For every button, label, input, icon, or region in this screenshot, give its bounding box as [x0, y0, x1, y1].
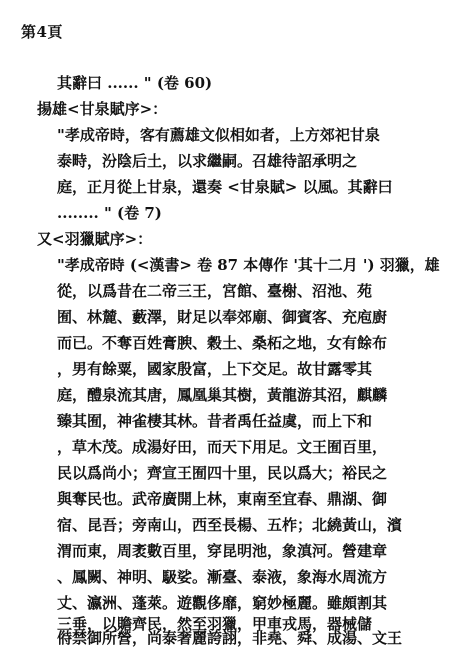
text-line: 泰畤，汾陰后土，以求繼嗣。召雄待詔承明之: [57, 152, 358, 170]
text-line: 揚雄<甘泉賦序>：: [37, 100, 168, 118]
text-line: 庭，正月從上甘泉，還奏 <甘泉賦> 以風。其辭曰: [57, 178, 393, 196]
text-line: 丈、瀛洲、蓬萊。遊觀侈靡，窮妙極麗。雖頗割其: [57, 594, 388, 612]
text-line: 宿、昆吾；旁南山，西至長楊、五柞；北繞黃山，濱: [57, 516, 403, 534]
text-line: 民以爲尚小；齊宣王囿四十里，民以爲大；裕民之: [57, 464, 388, 482]
text-line: 又<羽獵賦序>：: [37, 230, 153, 248]
text-line: 臻其囿，神雀棲其林。昔者禹任益虞，而上下和: [57, 412, 373, 430]
text-line: 從，以爲昔在二帝三王，宮館、臺榭、沼池、苑: [57, 282, 373, 300]
text-line: 與奪民也。武帝廣開上林，東南至宜春、鼎湖、御: [57, 490, 388, 508]
text-line: 偫禁御所營，尚泰奢麗誇詡，非堯、舜、成湯、文王: [57, 629, 403, 647]
text-line: 而已。不奪百姓膏腴、穀土、桑柘之地，女有餘布: [57, 334, 388, 352]
text-line: 其辭曰 ...... " (卷 60): [57, 74, 213, 92]
text-line: 、鳳闕、神明、馺娑。漸臺、泰液，象海水周流方: [57, 568, 388, 586]
text-line: ........ " (卷 7): [57, 204, 162, 222]
text-line: 三垂，以贍齊民，然至羽獵，甲車戎馬，器械儲: [57, 615, 373, 633]
text-line: 囿、林麓、藪澤，財足以奉郊廟、御賓客、充庖廚: [57, 308, 388, 326]
text-line: 庭，醴泉流其唐，鳳凰巢其樹，黃龍游其沼，麒麟: [57, 386, 388, 404]
text-line: "孝成帝時，客有薦雄文似相如者，上方郊祀甘泉: [57, 126, 380, 144]
text-line: 渭而東，周袤數百里，穿昆明池，象滇河。營建章: [57, 542, 388, 560]
text-line: "孝成帝時 (<漢書> 卷 87 本傳作 '其十二月 ') 羽獵，雄: [57, 256, 440, 274]
text-line: ，草木茂。成湯好田，而天下用足。文王囿百里，: [57, 438, 388, 456]
text-line: ，男有餘粟，國家殷富，上下交足。故甘露零其: [57, 360, 373, 378]
page-header: 第4頁: [21, 23, 63, 41]
